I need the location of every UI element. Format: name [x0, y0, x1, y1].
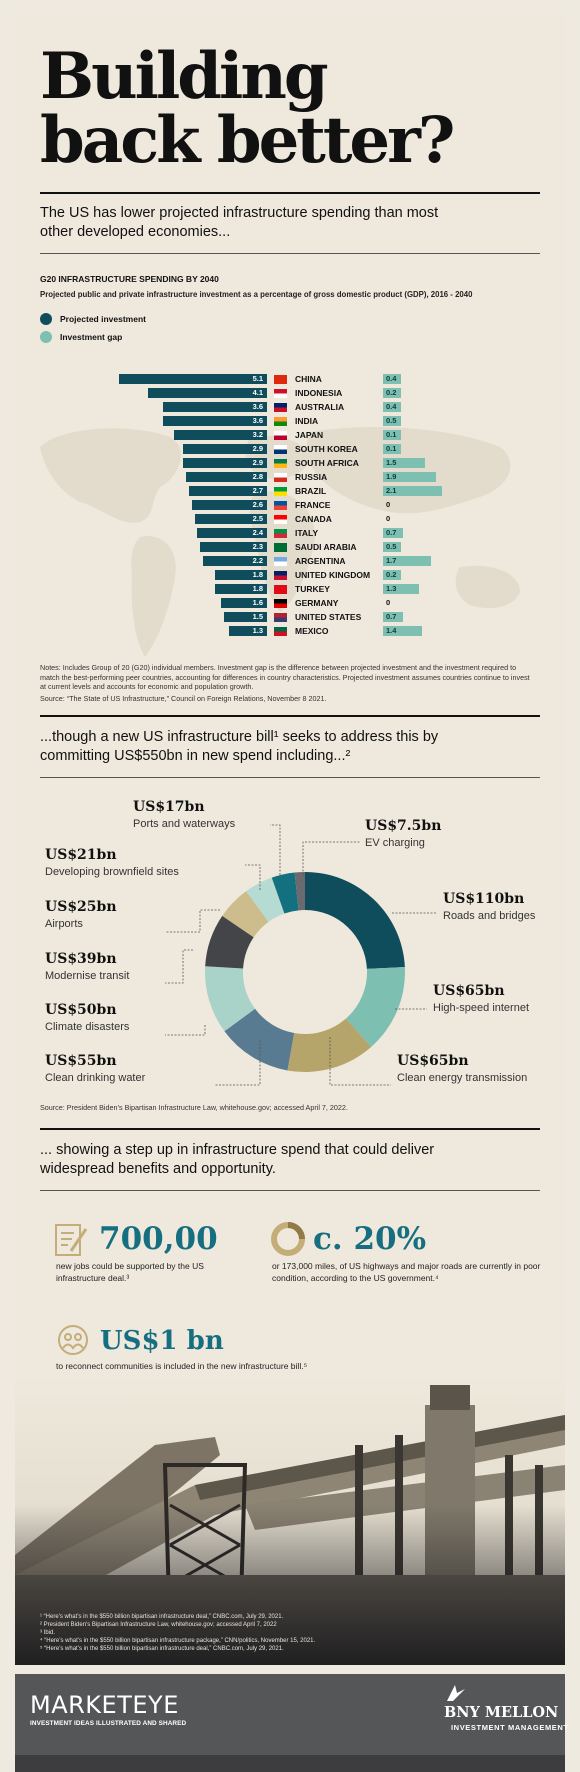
- bny-mellon-logo-icon: [445, 1683, 467, 1703]
- country-label: MEXICO: [295, 626, 329, 636]
- gap-bar: 0: [386, 514, 391, 523]
- leader-line: [303, 842, 360, 875]
- flag-icon: [274, 501, 287, 510]
- flag-icon: [274, 627, 287, 636]
- donut-source: Source: President Biden’s Bipartisan Infrastructure Law, whitehouse.gov; accessed April 7, 2022.: [40, 1103, 348, 1112]
- footnotes: [40, 1613, 540, 1653]
- stat-jobs-value: 700,00: [99, 1221, 218, 1257]
- flag-icon: [274, 487, 287, 496]
- country-label: ITALY: [295, 528, 319, 538]
- gap-bar: 0.7: [383, 528, 403, 538]
- gap-bar: 0.7: [383, 612, 403, 622]
- bar-row-australia: [15, 402, 565, 415]
- divider: [40, 1128, 540, 1130]
- country-label: UNITED KINGDOM: [295, 570, 371, 580]
- projected-bar: 4.1: [148, 388, 267, 398]
- country-label: CANADA: [295, 514, 332, 524]
- marketeye-logo: MARKETEYE: [30, 1691, 179, 1719]
- flag-icon: [274, 613, 287, 622]
- pie-segment-icon: [270, 1221, 306, 1257]
- flag-icon: [274, 403, 287, 412]
- divider: [40, 253, 540, 254]
- stat-roads-value: c. 20%: [313, 1221, 427, 1257]
- projected-bar: 3.2: [174, 430, 267, 440]
- donut-amount-label: US$39bn: [45, 951, 117, 967]
- flag-icon: [274, 543, 287, 552]
- projected-bar: 1.5: [224, 612, 268, 622]
- donut-amount-label: US$25bn: [45, 899, 117, 915]
- donut-amount-label: US$21bn: [45, 847, 117, 863]
- country-label: ARGENTINA: [295, 556, 346, 566]
- content-card: [15, 15, 565, 1665]
- stat-communities-desc: to reconnect communities is included in the new infrastructure bill.⁵: [56, 1361, 308, 1371]
- chart-notes: Notes: Includes Group of 20 (G20) individual members. Investment gap is the difference between projected investment and the investment required to match the best-performing peer countries, accounting for differences in country characteristics. Projected investment assumes countries continue to invest at current levels and accounts for economic and population growth.: [40, 663, 530, 691]
- bar-row-saudi-arabia: [15, 542, 565, 555]
- donut-category-label: EV charging: [365, 837, 425, 849]
- bar-row-germany: [15, 598, 565, 611]
- gap-bar: 0: [386, 500, 391, 509]
- country-label: SAUDI ARABIA: [295, 542, 357, 552]
- country-label: CHINA: [295, 374, 322, 384]
- projected-bar: 2.2: [203, 556, 267, 566]
- donut-amount-label: US$110bn: [443, 891, 525, 907]
- footnote: ⁴ “Here’s what’s in the $550 billion bipartisan infrastructure package,” CNN/politics, November 15, 2021.: [40, 1638, 316, 1644]
- flag-icon: [274, 585, 287, 594]
- leader-line: [165, 910, 220, 932]
- divider: [40, 1190, 540, 1191]
- donut-category-label: Clean drinking water: [45, 1072, 146, 1084]
- country-label: INDONESIA: [295, 388, 343, 398]
- donut-category-label: High-speed internet: [433, 1002, 530, 1014]
- projected-bar: 2.8: [186, 472, 267, 482]
- donut-category-label: Clean energy transmission: [397, 1072, 528, 1084]
- gap-bar: 0.1: [383, 444, 401, 454]
- document-pen-icon: [54, 1221, 90, 1261]
- projected-bar: 2.3: [200, 542, 267, 552]
- projected-bar: 1.3: [229, 626, 267, 636]
- country-label: SOUTH KOREA: [295, 444, 358, 454]
- stat-roads-desc: or 173,000 miles, of US highways and major roads are currently in poor condition, according to the US government.⁴: [272, 1261, 541, 1283]
- stat-jobs-desc: new jobs could be supported by the US infrastructure deal.³: [56, 1261, 204, 1283]
- country-label: TURKEY: [295, 584, 330, 594]
- donut-chart: [15, 785, 565, 1115]
- gap-bar: 0.1: [383, 430, 401, 440]
- leader-line: [165, 950, 193, 983]
- country-label: GERMANY: [295, 598, 339, 608]
- projected-bar: 2.7: [189, 486, 267, 496]
- gap-bar: 0.5: [383, 416, 401, 426]
- projected-bar: 2.5: [195, 514, 268, 524]
- donut-amount-label: US$65bn: [397, 1053, 469, 1069]
- divider: [40, 777, 540, 778]
- legend-swatch: [40, 313, 52, 325]
- donut-category-label: Roads and bridges: [443, 910, 536, 922]
- legend-label: Investment gap: [60, 332, 123, 342]
- bar-row-italy: [15, 528, 565, 541]
- country-label: RUSSIA: [295, 472, 328, 482]
- country-label: FRANCE: [295, 500, 331, 510]
- flag-icon: [274, 571, 287, 580]
- flag-icon: [274, 389, 287, 398]
- projected-bar: 3.6: [163, 402, 267, 412]
- donut-amount-label: US$55bn: [45, 1053, 117, 1069]
- donut-category-label: Developing brownfield sites: [45, 866, 179, 878]
- donut-amount-label: US$65bn: [433, 983, 505, 999]
- chart-subtitle: Projected public and private infrastructure investment as a percentage of gross domestic product (GDP), 2016 - 2040: [40, 290, 473, 299]
- marketeye-tagline: INVESTMENT IDEAS ILLUSTRATED AND SHARED: [30, 1720, 187, 1727]
- gap-bar: 1.4: [383, 626, 422, 636]
- intro-text-1: The US has lower projected infrastructure spending than most other developed economies...: [40, 205, 439, 240]
- donut-amount-label: US$50bn: [45, 1002, 117, 1018]
- bar-chart: [15, 374, 565, 644]
- bar-row-united-kingdom: [15, 570, 565, 583]
- bar-row-argentina: [15, 556, 565, 569]
- legend-gap: [40, 331, 122, 343]
- donut-category-label: Climate disasters: [45, 1021, 130, 1033]
- projected-bar: 2.9: [183, 444, 267, 454]
- bar-row-south-africa: [15, 458, 565, 471]
- gap-bar: 2.1: [383, 486, 442, 496]
- chart-title: G20 INFRASTRUCTURE SPENDING BY 2040: [40, 274, 219, 284]
- projected-bar: 2.9: [183, 458, 267, 468]
- bny-mellon-logo: BNY MELLON: [444, 1704, 559, 1721]
- intro-text-3: ... showing a step up in infrastructure spend that could deliver widespread benefits and opportunity.: [40, 1142, 435, 1177]
- footer-bottom-strip: [15, 1755, 565, 1772]
- donut-slice: [305, 872, 405, 969]
- gap-bar: 0.5: [383, 542, 401, 552]
- community-icon: [57, 1324, 89, 1356]
- flag-icon: [274, 375, 287, 384]
- bar-row-turkey: [15, 584, 565, 597]
- flag-icon: [274, 445, 287, 454]
- bar-row-indonesia: [15, 388, 565, 401]
- footnote: ⁵ “Here’s what’s in the $550 billion bipartisan infrastructure deal,” CNBC.com, July 29, 2021.: [40, 1646, 284, 1652]
- country-label: SOUTH AFRICA: [295, 458, 359, 468]
- flag-icon: [274, 529, 287, 538]
- flag-icon: [274, 599, 287, 608]
- gap-bar: 1.3: [383, 584, 419, 594]
- donut-amount-label: US$17bn: [133, 799, 205, 815]
- bar-row-south-korea: [15, 444, 565, 457]
- projected-bar: 5.1: [119, 374, 267, 384]
- legend-label: Projected investment: [60, 314, 146, 324]
- bar-row-japan: [15, 430, 565, 443]
- gap-bar: 1.5: [383, 458, 425, 468]
- flag-icon: [274, 515, 287, 524]
- stat-communities-value: US$1 bn: [100, 1326, 224, 1356]
- projected-bar: 2.6: [192, 500, 267, 510]
- gap-bar: 0: [386, 598, 391, 607]
- bar-row-russia: [15, 472, 565, 485]
- projected-bar: 1.8: [215, 570, 267, 580]
- gap-bar: 1.9: [383, 472, 436, 482]
- flag-icon: [274, 473, 287, 482]
- bar-row-france: [15, 500, 565, 513]
- page-title: Building back better?: [40, 39, 453, 178]
- bar-row-mexico: [15, 626, 565, 639]
- intro-text-2: ...though a new US infrastructure bill¹ seeks to address this by committing US$550bn in new spend including...²: [40, 729, 439, 764]
- donut-category-label: Airports: [45, 918, 83, 930]
- legend-swatch: [40, 331, 52, 343]
- flag-icon: [274, 431, 287, 440]
- projected-bar: 1.6: [221, 598, 267, 608]
- gap-bar: 0.2: [383, 570, 401, 580]
- bar-row-canada: [15, 514, 565, 527]
- country-label: INDIA: [295, 416, 319, 426]
- bar-row-united-states: [15, 612, 565, 625]
- donut-category-label: Ports and waterways: [133, 818, 236, 830]
- flag-icon: [274, 557, 287, 566]
- projected-bar: 1.8: [215, 584, 267, 594]
- country-label: BRAZIL: [295, 486, 327, 496]
- projected-bar: 2.4: [197, 528, 267, 538]
- footnote: ² President Biden’s Bipartisan Infrastructure Law, whitehouse.gov; accessed April 7, 2022: [40, 1622, 277, 1628]
- flag-icon: [274, 417, 287, 426]
- divider: [40, 192, 540, 194]
- leader-line: [270, 825, 280, 875]
- footnote: ³ Ibid.: [40, 1630, 56, 1636]
- donut-category-label: Modernise transit: [45, 970, 130, 982]
- flag-icon: [274, 459, 287, 468]
- country-label: JAPAN: [295, 430, 324, 440]
- gap-bar: 0.4: [383, 374, 401, 384]
- leader-line: [165, 1025, 205, 1035]
- bny-mellon-subtitle: INVESTMENT MANAGEMENT: [451, 1723, 569, 1732]
- legend-projected: [40, 313, 146, 325]
- gap-bar: 0.2: [383, 388, 401, 398]
- gap-bar: 1.7: [383, 556, 431, 566]
- country-label: UNITED STATES: [295, 612, 362, 622]
- divider: [40, 715, 540, 717]
- chart-source: Source: “The State of US Infrastructure,” Council on Foreign Relations, November 8 2021.: [40, 694, 327, 703]
- country-label: AUSTRALIA: [295, 402, 345, 412]
- bar-row-china: [15, 374, 565, 387]
- donut-amount-label: US$7.5bn: [365, 818, 442, 834]
- gap-bar: 0.4: [383, 402, 401, 412]
- bar-row-india: [15, 416, 565, 429]
- footnote: ¹ “Here’s what’s in the $550 billion bipartisan infrastructure deal,” CNBC.com, July 29, 2021.: [40, 1614, 284, 1620]
- bar-row-brazil: [15, 486, 565, 499]
- projected-bar: 3.6: [163, 416, 267, 426]
